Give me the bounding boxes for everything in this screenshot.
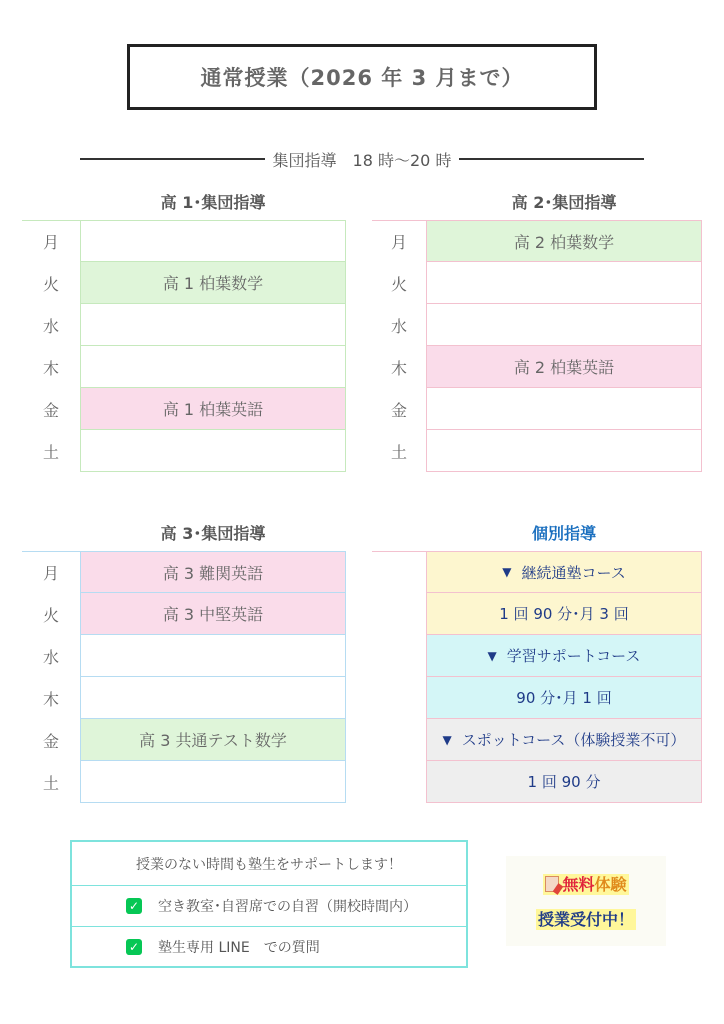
day-label: 水	[390, 316, 407, 336]
table-row	[22, 635, 346, 677]
table-row	[372, 430, 702, 472]
course-name: 学習サポートコース	[506, 647, 641, 665]
class-cell	[80, 635, 346, 677]
day-label: 木	[390, 358, 407, 378]
class-cell: 高 1 柏葉数学	[80, 262, 346, 304]
support-heading: 授業のない時間も塾生をサポートします！	[72, 842, 466, 886]
table-row	[22, 346, 346, 388]
grade1-title: 高 1･集団指導	[160, 193, 266, 212]
group-section-label: 集団指導 18 時～20 時	[272, 150, 452, 170]
class-cell	[80, 761, 346, 803]
course-detail: 90 分･月 1 回	[426, 677, 702, 719]
support-item-label: 塾生専用 LINE での質問	[158, 939, 320, 956]
table-row	[372, 304, 702, 346]
course-name-cell	[426, 719, 702, 761]
day-label: 火	[390, 274, 407, 294]
day-label: 月	[390, 232, 407, 252]
class-cell: 高 3 中堅英語	[80, 593, 346, 635]
table-row	[372, 719, 702, 761]
class-cell	[426, 430, 702, 472]
accepting-line	[506, 907, 666, 930]
day-label: 金	[42, 400, 59, 420]
class-cell	[426, 388, 702, 430]
grade3-title: 高 3･集団指導	[160, 524, 266, 543]
support-item	[72, 886, 466, 926]
course-name: スポットコース（体験授業不可）	[461, 731, 686, 749]
day-label: 月	[42, 563, 59, 583]
page-title: 通常授業（2026 年 3 月まで）	[127, 44, 597, 110]
day-label: 木	[42, 689, 59, 709]
class-cell: 高 2 柏葉英語	[426, 346, 702, 388]
course-name-cell	[426, 635, 702, 677]
table-row	[372, 677, 702, 719]
triangle-down-icon: ▼	[487, 648, 497, 663]
day-label: 水	[42, 647, 59, 667]
free-label: 無料	[562, 875, 595, 894]
table-row	[372, 635, 702, 677]
table-row	[22, 220, 346, 262]
table-row	[22, 430, 346, 472]
class-cell: 高 2 柏葉数学	[426, 220, 702, 262]
day-label: 水	[42, 316, 59, 336]
course-name-cell	[426, 551, 702, 593]
divider	[80, 158, 265, 160]
check-icon: ✓	[126, 939, 142, 955]
class-cell	[80, 677, 346, 719]
individual-title: 個別指導	[531, 524, 596, 543]
class-cell	[426, 262, 702, 304]
table-row	[372, 346, 702, 388]
table-row	[22, 551, 346, 593]
class-cell	[80, 430, 346, 472]
support-box	[70, 840, 468, 968]
day-label: 月	[42, 232, 59, 252]
day-label: 土	[42, 442, 59, 462]
table-row	[372, 262, 702, 304]
table-row	[22, 593, 346, 635]
table-row	[22, 761, 346, 803]
day-label: 金	[390, 400, 407, 420]
course-name: 継続通塾コース	[521, 563, 626, 582]
class-cell: 高 3 難関英語	[80, 551, 346, 593]
class-cell	[80, 304, 346, 346]
individual-course-table	[372, 551, 702, 803]
table-row	[22, 262, 346, 304]
accepting-label: 授業受付中！	[537, 910, 634, 929]
day-label: 火	[42, 274, 59, 294]
day-label: 土	[390, 442, 407, 462]
table-row	[372, 388, 702, 430]
divider	[459, 158, 644, 160]
check-icon: ✓	[126, 898, 142, 914]
triangle-down-icon: ▼	[502, 565, 512, 579]
table-row	[372, 593, 702, 635]
grade2-schedule-table	[372, 220, 702, 472]
table-row	[22, 677, 346, 719]
class-cell	[426, 304, 702, 346]
grade3-schedule-table	[22, 551, 346, 803]
day-label: 土	[42, 773, 59, 793]
grade2-title: 高 2･集団指導	[511, 193, 617, 212]
table-row	[22, 719, 346, 761]
trial-label: 体験	[594, 875, 627, 894]
table-row	[372, 761, 702, 803]
pencil-note-icon	[545, 876, 559, 892]
class-cell	[80, 220, 346, 262]
class-cell: 高 3 共通テスト数学	[80, 719, 346, 761]
course-detail: 1 回 90 分･月 3 回	[426, 593, 702, 635]
table-row	[22, 304, 346, 346]
free-trial-line	[506, 872, 666, 895]
grade1-schedule-table	[22, 220, 346, 472]
table-row	[372, 551, 702, 593]
class-cell: 高 1 柏葉英語	[80, 388, 346, 430]
course-detail: 1 回 90 分	[426, 761, 702, 803]
day-label: 火	[42, 605, 59, 625]
support-item-label: 空き教室･自習席での自習（開校時間内）	[158, 899, 417, 915]
table-row	[372, 220, 702, 262]
group-section-header	[80, 146, 644, 172]
class-cell	[80, 346, 346, 388]
free-trial-callout	[506, 856, 666, 946]
day-label: 木	[42, 358, 59, 378]
support-item	[72, 926, 466, 966]
day-label: 金	[42, 731, 59, 751]
triangle-down-icon: ▼	[442, 732, 452, 747]
table-row	[22, 388, 346, 430]
